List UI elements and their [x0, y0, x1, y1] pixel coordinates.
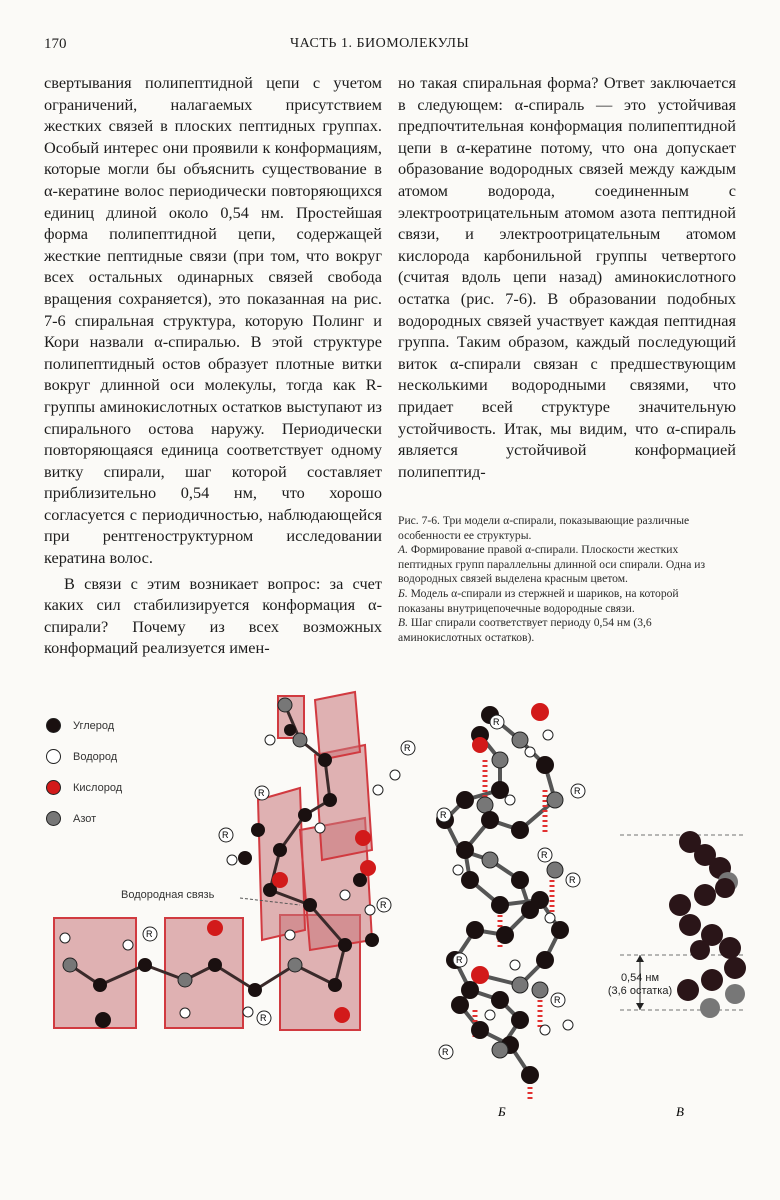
nitrogen-atom	[492, 1042, 508, 1058]
hydrogen-swatch-icon	[46, 749, 61, 764]
carbon-atom	[536, 951, 554, 969]
legend-label: Кислород	[73, 781, 123, 794]
atom-legend	[46, 710, 122, 834]
carbon-atom	[669, 894, 691, 916]
r-group-label: R	[146, 929, 153, 939]
page-number: 170	[44, 36, 67, 52]
hydrogen-atom	[525, 747, 535, 757]
carbon-atom	[353, 873, 367, 887]
hydrogen-atom	[545, 913, 555, 923]
r-group-label: R	[222, 830, 229, 840]
nitrogen-atom	[512, 977, 528, 993]
carbon-atom	[715, 878, 735, 898]
r-group-label: R	[440, 810, 447, 820]
carbon-atom	[284, 724, 296, 736]
nitrogen-atom	[700, 998, 720, 1018]
legend-label: Углерод	[73, 719, 115, 732]
oxygen-atom	[471, 966, 489, 984]
hydrogen-atom	[180, 1008, 190, 1018]
r-group-label: R	[574, 786, 581, 796]
panel-c-letter: В	[676, 1104, 684, 1119]
caption-a-letter: А.	[398, 543, 408, 557]
carbon-atom	[251, 823, 265, 837]
paragraph: но такая спиральная форма? Ответ заключается в следующем: α-спираль — это устойчивая предпочтительная конформация полипептидной цепи в α-кератине потому, что она допускает образование водородных связей между каждым атомом водорода, соединенным с электроотрицательным атомом азота пептидной связи, и электроотрицательным атомом кислорода карбонильной группы четвертого (считая вдоль цепи назад) аминокислотного остатка (рис. 7-6). В образовании подобных водородных связей участвует каждая пептидная группа. Таким образом, каждый последующий виток α-спирали связан с предшествующим несколькими водородными связями, что придает всей структуре значительную устойчивость. Итак, мы видим, что α-спираль является устойчивой конформацией полипептид-	[398, 73, 736, 481]
legend-item-hydrogen	[46, 741, 122, 772]
carbon-atom	[323, 793, 337, 807]
carbon-atom	[298, 808, 312, 822]
carbon-atom	[93, 978, 107, 992]
carbon-atom	[138, 958, 152, 972]
caption-c	[398, 616, 718, 645]
caption-b-text: Модель α-спирали из стержней и шариков, на которой показаны внутрицепочечные водородные связи.	[398, 586, 679, 615]
carbon-atom	[451, 996, 469, 1014]
figure-caption	[398, 514, 718, 645]
hydrogen-atom	[60, 933, 70, 943]
paragraph: В связи с этим возникает вопрос: за счет каких сил стабилизируется конформация α-спирали? Почему из всех возможных конформаций реализуется имен-	[44, 573, 382, 658]
caption-a	[398, 543, 718, 587]
oxygen-atom	[334, 1007, 350, 1023]
nitrogen-atom	[482, 852, 498, 868]
oxygen-swatch-icon	[46, 780, 61, 795]
carbon-atom	[95, 1012, 111, 1028]
carbon-atom	[273, 843, 287, 857]
nitrogen-atom	[547, 792, 563, 808]
carbon-atom	[466, 921, 484, 939]
carbon-atom	[365, 933, 379, 947]
nitrogen-atom	[725, 984, 745, 1004]
nitrogen-atom	[477, 797, 493, 813]
legend-label: Азот	[73, 812, 97, 825]
carbon-atom	[456, 841, 474, 859]
legend-item-carbon	[46, 710, 122, 741]
r-group-label: R	[442, 1047, 449, 1057]
carbon-atom	[521, 901, 539, 919]
carbon-atom	[248, 983, 262, 997]
nitrogen-atom	[547, 862, 563, 878]
pitch-label	[600, 972, 680, 998]
legend-label: Водород	[73, 750, 118, 763]
hydrogen-bond-label: Водородная связь	[121, 889, 215, 901]
carbon-atom	[238, 851, 252, 865]
r-group-label: R	[554, 995, 561, 1005]
legend-item-oxygen	[46, 772, 122, 803]
pitch-arrow-head	[636, 955, 644, 962]
nitrogen-atom	[288, 958, 302, 972]
hydrogen-atom	[123, 940, 133, 950]
r-group-label: R	[541, 850, 548, 860]
r-group-label: R	[493, 717, 500, 727]
carbon-atom	[496, 926, 514, 944]
carbon-atom	[208, 958, 222, 972]
r-group-label: R	[260, 1013, 267, 1023]
hydrogen-atom	[510, 960, 520, 970]
hydrogen-atom	[227, 855, 237, 865]
carbon-atom	[461, 981, 479, 999]
carbon-atom	[471, 1021, 489, 1039]
panel-b-model	[436, 703, 585, 1100]
carbon-atom	[694, 884, 716, 906]
caption-c-letter: В.	[398, 616, 408, 630]
carbon-atom	[481, 811, 499, 829]
r-group-label: R	[456, 955, 463, 965]
panel-b-letter: Б	[498, 1104, 506, 1119]
carbon-atom	[511, 1011, 529, 1029]
carbon-atom	[303, 898, 317, 912]
hydrogen-atom	[243, 1007, 253, 1017]
carbon-atom	[536, 756, 554, 774]
oxygen-atom	[272, 872, 288, 888]
oxygen-atom	[531, 703, 549, 721]
hydrogen-atom	[543, 730, 553, 740]
r-group-label: R	[569, 875, 576, 885]
hydrogen-atom	[365, 905, 375, 915]
nitrogen-atom	[492, 752, 508, 768]
carbon-atom	[511, 871, 529, 889]
hydrogen-atom	[373, 785, 383, 795]
oxygen-atom	[355, 830, 371, 846]
oxygen-atom	[472, 737, 488, 753]
nitrogen-atom	[178, 973, 192, 987]
carbon-atom	[679, 914, 701, 936]
pitch-residues: (3,6 остатка)	[607, 985, 673, 997]
carbon-atom	[690, 940, 710, 960]
pitch-arrow-head	[636, 1003, 644, 1010]
nitrogen-atom	[293, 733, 307, 747]
nitrogen-atom	[278, 698, 292, 712]
peptide-plane	[165, 918, 243, 1028]
text-column-right	[398, 72, 736, 482]
running-head: ЧАСТЬ 1. БИОМОЛЕКУЛЫ	[290, 36, 470, 51]
text-column-left	[44, 72, 382, 659]
carbon-atom	[456, 791, 474, 809]
hydrogen-atom	[265, 735, 275, 745]
nitrogen-atom	[512, 732, 528, 748]
hydrogen-atom	[340, 890, 350, 900]
carbon-atom	[719, 937, 741, 959]
hydrogen-atom	[540, 1025, 550, 1035]
carbon-atom	[318, 753, 332, 767]
carbon-swatch-icon	[46, 718, 61, 733]
carbon-atom	[328, 978, 342, 992]
r-group-label: R	[404, 743, 411, 753]
carbon-atom	[677, 979, 699, 1001]
carbon-atom	[338, 938, 352, 952]
nitrogen-swatch-icon	[46, 811, 61, 826]
hydrogen-atom	[285, 930, 295, 940]
legend-item-nitrogen	[46, 803, 122, 834]
caption-b-letter: Б.	[398, 586, 408, 600]
r-group-label: R	[258, 788, 265, 798]
carbon-atom	[491, 991, 509, 1009]
carbon-atom	[461, 871, 479, 889]
paragraph: свертывания полипептидной цепи с учетом ограничений, налагаемых присутствием жестких связей в плоских пептидных группах. Особый интерес они проявили к конформациям, которые могли бы объяснить существование в α-кератине волос периодически повторяющихся единиц длиной около 0,54 нм. Простейшая форма полипептидной цепи, содержащей жесткие пептидные связи (при том, что вокруг всех остальных одинарных связей свобода вращения сохраняется), это показанная на рис. 7-6 спиральная структура, которую Полинг и Кори назвали α-спиралью. В этой структуре полипептидный остов образует плотные витки вокруг длинной оси молекулы, тогда как R-группы аминокислотных остатков выступают из спирального остова наружу. Периодически повторяющаяся единица соответствует одному витку спирали, шаг которой составляет приблизительно 0,54 нм, что хорошо согласуется с периодичностью, наблюдающейся при рентгеноструктурном исследовании кератина волос.	[44, 73, 382, 568]
caption-title: Рис. 7-6. Три модели α-спирали, показывающие различные особенности ее структуры.	[398, 514, 690, 542]
r-group-label: R	[380, 900, 387, 910]
hydrogen-atom	[485, 1010, 495, 1020]
carbon-atom	[521, 1066, 539, 1084]
hydrogen-atom	[315, 823, 325, 833]
nitrogen-atom	[532, 982, 548, 998]
hydrogen-atom	[453, 865, 463, 875]
caption-c-text: Шаг спирали соответствует периоду 0,54 нм (3,6 аминокислотных остатков).	[398, 616, 652, 644]
peptide-plane	[258, 788, 305, 940]
carbon-atom	[511, 821, 529, 839]
nitrogen-atom	[63, 958, 77, 972]
caption-b	[398, 587, 718, 616]
oxygen-atom	[207, 920, 223, 936]
hydrogen-atom	[563, 1020, 573, 1030]
pitch-value: 0,54 нм	[620, 972, 660, 984]
peptide-plane	[315, 692, 360, 760]
caption-a-text: Формирование правой α-спирали. Плоскости жестких пептидных групп параллельны длинной оси спирали. Одна из водородных связей выделена красным цветом.	[398, 543, 706, 586]
carbon-atom	[701, 969, 723, 991]
hydrogen-atom	[390, 770, 400, 780]
carbon-atom	[551, 921, 569, 939]
hydrogen-atom	[505, 795, 515, 805]
carbon-atom	[724, 957, 746, 979]
carbon-atom	[491, 896, 509, 914]
